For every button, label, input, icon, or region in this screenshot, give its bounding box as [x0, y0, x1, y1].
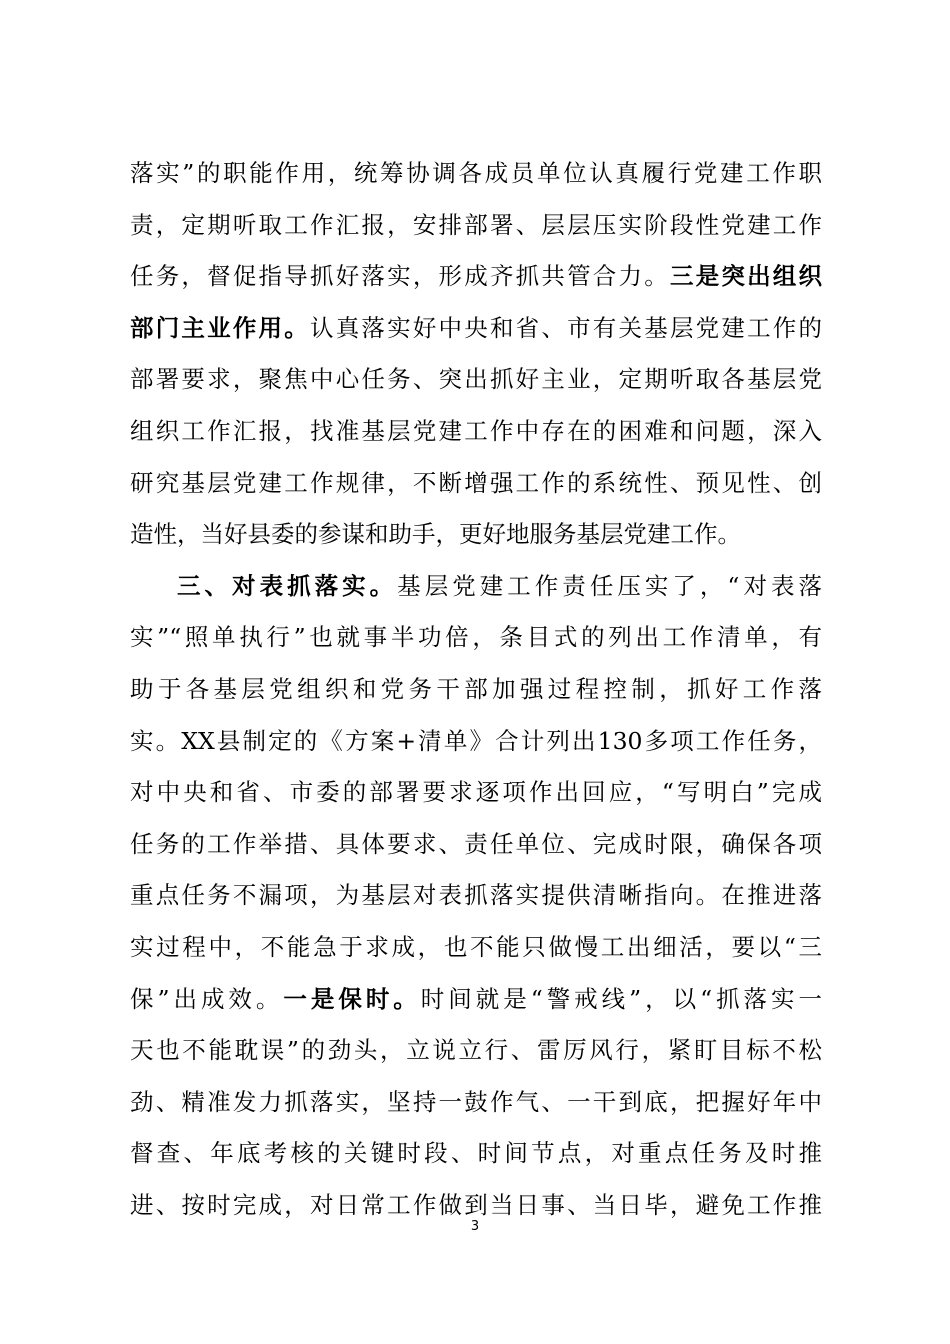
text-segment: 天也不能耽误”的劲头，立说立行、雷厉风行，紧盯目标不松	[130, 1036, 822, 1065]
text-line	[130, 767, 822, 819]
text-line	[130, 1128, 822, 1180]
text-line	[130, 612, 822, 664]
bold-text-segment: 三、对表抓落实。	[177, 571, 398, 600]
text-line	[130, 974, 822, 1026]
text-segment: 基层党建工作责任压实了，“对表落	[397, 571, 823, 600]
text-segment: 督查、年底考核的关键时段、时间节点，对重点任务及时推	[130, 1139, 822, 1168]
bold-text-segment: 部门主业作用。	[130, 313, 310, 342]
text-segment: 组织工作汇报，找准基层党建工作中存在的困难和问题，深入	[130, 416, 822, 445]
text-line	[130, 148, 822, 200]
text-line	[130, 406, 822, 458]
text-segment: 造性，当好县委的参谋和助手，更好地服务基层党建工作。	[130, 520, 741, 549]
text-segment: 实过程中，不能急于求成，也不能只做慢工出细活，要以“三	[130, 932, 822, 961]
text-line	[130, 1025, 822, 1077]
text-segment: 实”“照单执行”也就事半功倍，条目式的列出工作清单，有	[130, 623, 822, 652]
text-line	[130, 922, 822, 974]
text-line	[130, 870, 822, 922]
text-segment: 保”出成效。	[130, 984, 284, 1013]
text-line	[130, 819, 822, 871]
text-segment: 责，定期听取工作汇报，安排部署、层层压实阶段性党建工作	[130, 210, 822, 239]
text-segment: 任务，督促指导抓好落实，形成齐抓共管合力。	[130, 262, 670, 291]
text-segment: 研究基层党建工作规律，不断增强工作的系统性、预见性、创	[130, 468, 822, 497]
text-segment: 进、按时完成，对日常工作做到当日事、当日毕，避免工作推	[130, 1190, 822, 1219]
text-line	[130, 458, 822, 510]
text-line	[130, 251, 822, 303]
text-segment: 劲、精准发力抓落实，坚持一鼓作气、一干到底，把握好年中	[130, 1087, 822, 1116]
bold-text-segment: 一是保时。	[283, 984, 421, 1013]
text-line	[130, 716, 822, 768]
text-line	[130, 561, 822, 613]
text-segment: 时间就是“警戒线”，以“抓落实一	[420, 984, 823, 1013]
text-segment: 助于各基层党组织和党务干部加强过程控制，抓好工作落	[130, 674, 822, 703]
text-segment: 实。XX县制定的《方案+清单》合计列出130多项工作任务，	[130, 726, 822, 755]
text-segment: 部署要求，聚焦中心任务、突出抓好主业，定期听取各基层党	[130, 365, 822, 394]
text-segment: 落实”的职能作用，统筹协调各成员单位认真履行党建工作职	[130, 159, 822, 187]
text-line	[130, 354, 822, 406]
text-line	[130, 509, 822, 561]
bold-text-segment: 三是突出组织	[669, 262, 823, 291]
text-line	[130, 303, 822, 355]
text-segment: 对中央和省、市委的部署要求逐项作出回应，“写明白”完成	[130, 778, 822, 807]
text-line	[130, 200, 822, 252]
page-number: 3	[470, 1219, 480, 1234]
text-segment: 认真落实好中央和省、市有关基层党建工作的	[309, 313, 823, 342]
text-segment: 重点任务不漏项，为基层对表抓落实提供清晰指向。在推进落	[130, 881, 822, 910]
text-line	[130, 1077, 822, 1129]
body-text	[130, 148, 822, 1231]
text-segment: 任务的工作举措、具体要求、责任单位、完成时限，确保各项	[130, 829, 822, 858]
text-line	[130, 664, 822, 716]
